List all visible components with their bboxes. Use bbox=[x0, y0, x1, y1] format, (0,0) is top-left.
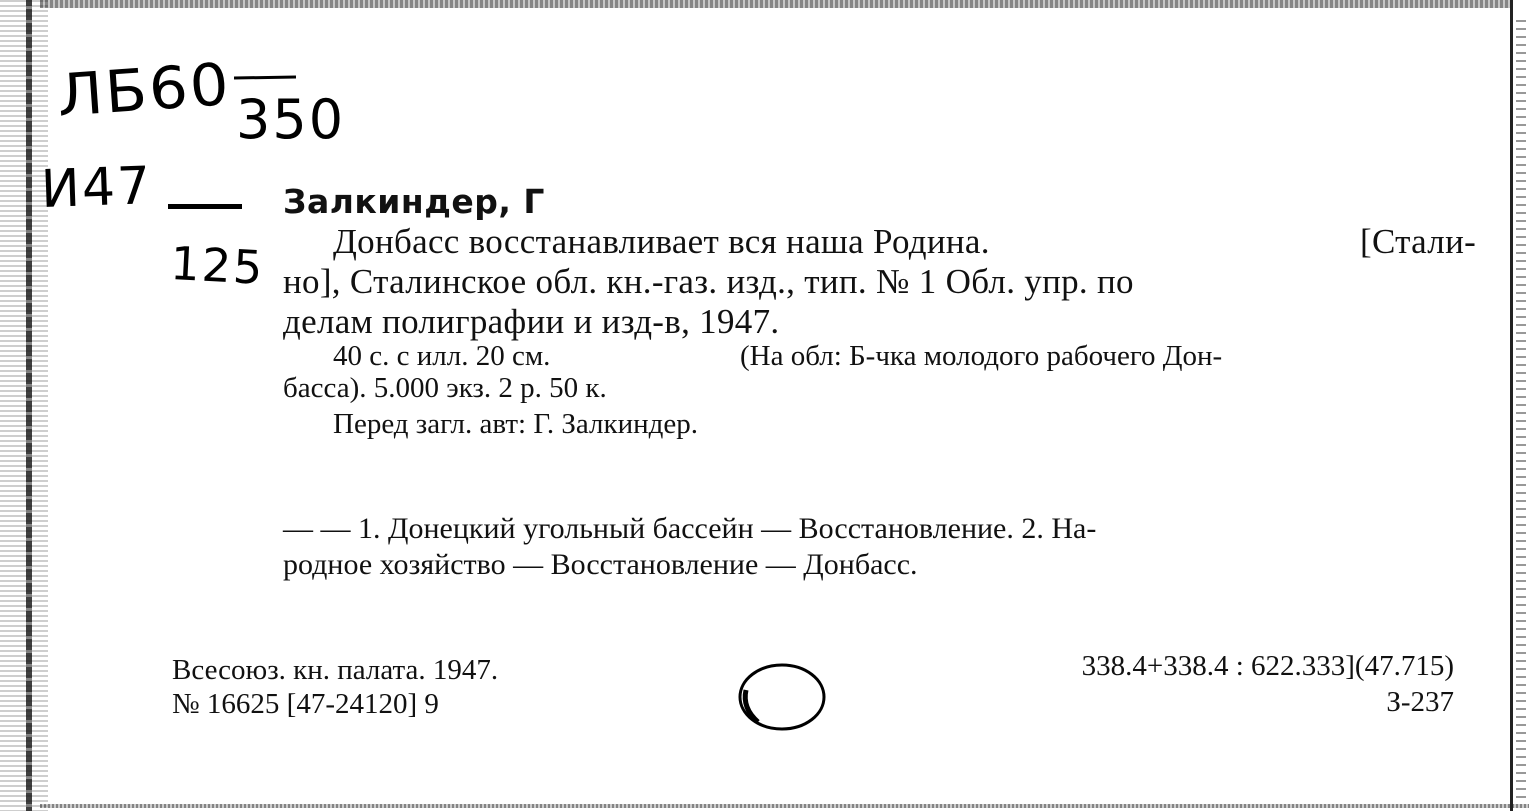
entry-title-line-1a: Донбасс восстанавливает вся наша Родина. bbox=[333, 222, 990, 261]
footer-chamber: Всесоюз. кн. палата. 1947. bbox=[172, 654, 499, 686]
subject-headings-line-1: — — 1. Донецкий угольный бассейн — Восстановление. 2. На- bbox=[283, 512, 1097, 545]
entry-title-line-3: делам полиграфии и изд-в, 1947. bbox=[283, 302, 780, 341]
entry-physical-2: басса). 5.000 экз. 2 р. 50 к. bbox=[283, 372, 607, 404]
subject-headings-line-2: родное хозяйство — Восстановление — Донбасс. bbox=[283, 548, 918, 581]
handwritten-author-sub: 125 bbox=[169, 236, 266, 295]
scan-edge-left bbox=[0, 0, 48, 811]
entry-title-line-2: но], Сталинское обл. кн.-газ. изд., тип. № 1 Обл. упр. по bbox=[283, 262, 1134, 301]
scan-edge-bottom bbox=[40, 804, 1529, 808]
scan-edge-right bbox=[1516, 20, 1526, 800]
scan-edge-top bbox=[40, 0, 1510, 8]
handwritten-shelf-mark: ЛБ60 bbox=[55, 49, 233, 130]
scan-edge-left-line bbox=[26, 0, 32, 811]
punch-hole-icon bbox=[736, 660, 828, 732]
entry-title-line-1b: [Стали- bbox=[1360, 222, 1477, 261]
handwritten-shelf-denominator: 350 bbox=[236, 88, 346, 151]
card-right-border bbox=[1510, 0, 1513, 811]
footer-number: № 16625 [47-24120] 9 bbox=[172, 688, 439, 720]
footer-code: З-237 bbox=[1386, 686, 1454, 718]
footer-classification: 338.4+338.4 : 622.333](47.715) bbox=[1081, 650, 1454, 682]
entry-author: Залкиндер, Г bbox=[283, 182, 545, 221]
entry-physical-1a: 40 с. с илл. 20 см. bbox=[333, 340, 551, 372]
handwritten-author-mark: И47 bbox=[40, 156, 154, 220]
handwritten-fraction-bar bbox=[234, 75, 296, 79]
entry-physical-1b: (На обл: Б-чка молодого рабочего Дон- bbox=[740, 340, 1223, 372]
handwritten-dash bbox=[168, 204, 242, 209]
entry-note: Перед загл. авт: Г. Залкиндер. bbox=[333, 408, 698, 440]
